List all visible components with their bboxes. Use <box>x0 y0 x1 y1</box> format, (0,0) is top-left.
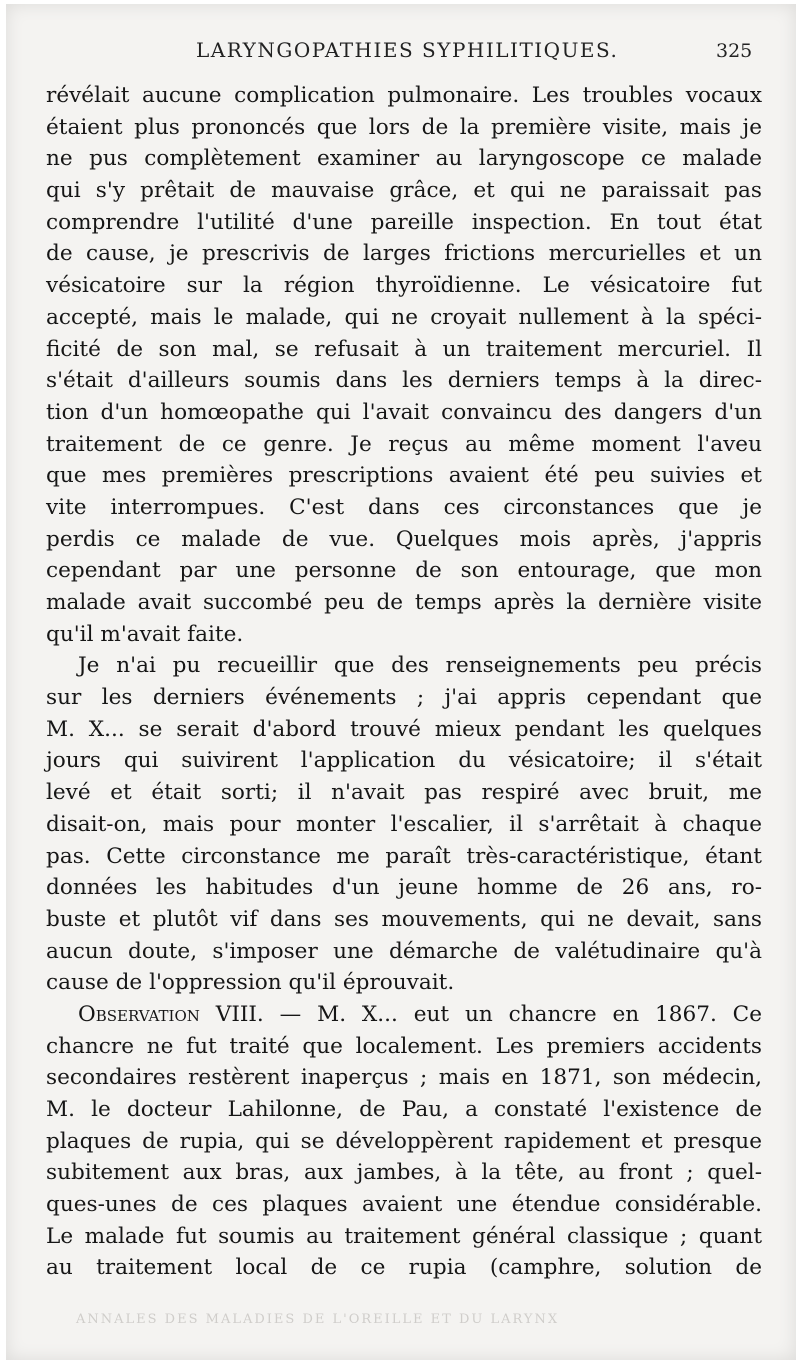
text-line: que mes premières prescriptions avaient été peu suivies et <box>46 463 762 489</box>
text-line: M. le docteur Lahilonne, de Pau, a constaté l'existence de <box>46 1097 762 1122</box>
book-page <box>6 4 796 1360</box>
text-line: accepté, mais le malade, qui ne croyait nullement à la spéci- <box>46 304 762 330</box>
text-line: ne pus complètement examiner au laryngoscope ce malade <box>46 146 762 172</box>
running-title: LARYNGOPATHIES SYPHILITIQUES. <box>196 38 619 62</box>
observation-heading-line <box>46 999 762 1031</box>
text-line: vésicatoire sur la région thyroïdienne. Le vésicatoire fut <box>46 273 762 299</box>
text-line: de cause, je prescrivis de larges frictions mercurielles et un <box>46 241 762 267</box>
text-line: jours qui suivirent l'application du vésicatoire; il s'était <box>46 748 762 774</box>
text-line: révélait aucune complication pulmonaire. Les troubles vocaux <box>46 83 762 108</box>
text-line: traitement de ce genre. Je reçus au même moment l'aveu <box>46 431 762 457</box>
observation-label: Observation VIII. <box>78 1001 264 1027</box>
text-line: chancre ne fut traité que localement. Les premiers accidents <box>46 1033 762 1059</box>
body-text <box>46 80 762 1284</box>
text-line: cause de l'oppression qu'il éprouvait. <box>46 970 455 996</box>
text-line: étaient plus prononcés que lors de la première visite, mais je <box>46 114 762 140</box>
text-line: qu'il m'avait faite. <box>46 621 244 647</box>
observation-text: — M. X... eut un chancre en 1867. Ce <box>263 1001 762 1027</box>
bleed-through-text: ANNALES DES MALADIES DE L'OREILLE ET DU LARYNX <box>76 1312 560 1327</box>
text-line: tion d'un homœopathe qui l'avait convaincu des dangers d'un <box>46 399 762 425</box>
text-line: ques-unes de ces plaques avaient une étendue considérable. <box>46 1192 762 1218</box>
text-line: données les habitudes d'un jeune homme de 26 ans, ro- <box>46 875 762 901</box>
text-line: pas. Cette circonstance me paraît très-caractéristique, étant <box>46 843 762 869</box>
text-line: plaques de rupia, qui se développèrent rapidement et presque <box>46 1128 762 1154</box>
text-line: malade avait succombé peu de temps après la dernière visite <box>46 590 762 615</box>
text-line: Je n'ai pu recueillir que des renseignements peu précis <box>78 653 762 679</box>
text-line: M. X... se serait d'abord trouvé mieux pendant les quelques <box>46 716 762 742</box>
text-line: secondaires restèrent inaperçus ; mais en 1871, son médecin, <box>46 1065 762 1091</box>
text-line: s'était d'ailleurs soumis dans les derniers temps à la direc- <box>46 368 762 394</box>
text-line: qui s'y prêtait de mauvaise grâce, et qui ne paraissait pas <box>46 178 762 204</box>
text-line: aucun doute, s'imposer une démarche de valétudinaire qu'à <box>46 938 762 964</box>
text-line: au traitement local de ce rupia (camphre, solution de <box>46 1255 762 1281</box>
text-line: vite interrompues. C'est dans ces circonstances que je <box>46 494 762 520</box>
text-line: levé et était sorti; il n'avait pas respiré avec bruit, me <box>46 780 762 806</box>
text-line: buste et plutôt vif dans ses mouvements, qui ne devait, sans <box>46 906 762 932</box>
text-line: comprendre l'utilité d'une pareille inspection. En tout état <box>46 209 762 235</box>
text-line: disait-on, mais pour monter l'escalier, il s'arrêtait à chaque <box>46 811 762 837</box>
text-line: sur les derniers événements ; j'ai appris cependant que <box>46 685 762 711</box>
text-line: perdis ce malade de vue. Quelques mois après, j'appris <box>46 526 762 552</box>
text-line: ficité de son mal, se refusait à un traitement mercuriel. Il <box>46 336 762 362</box>
text-line: subitement aux bras, aux jambes, à la tête, au front ; quel- <box>46 1160 762 1186</box>
page-number: 325 <box>716 40 753 62</box>
page-header <box>6 38 796 68</box>
text-line: Le malade fut soumis au traitement général classique ; quant <box>46 1223 762 1249</box>
text-line: cependant par une personne de son entourage, que mon <box>46 558 762 584</box>
